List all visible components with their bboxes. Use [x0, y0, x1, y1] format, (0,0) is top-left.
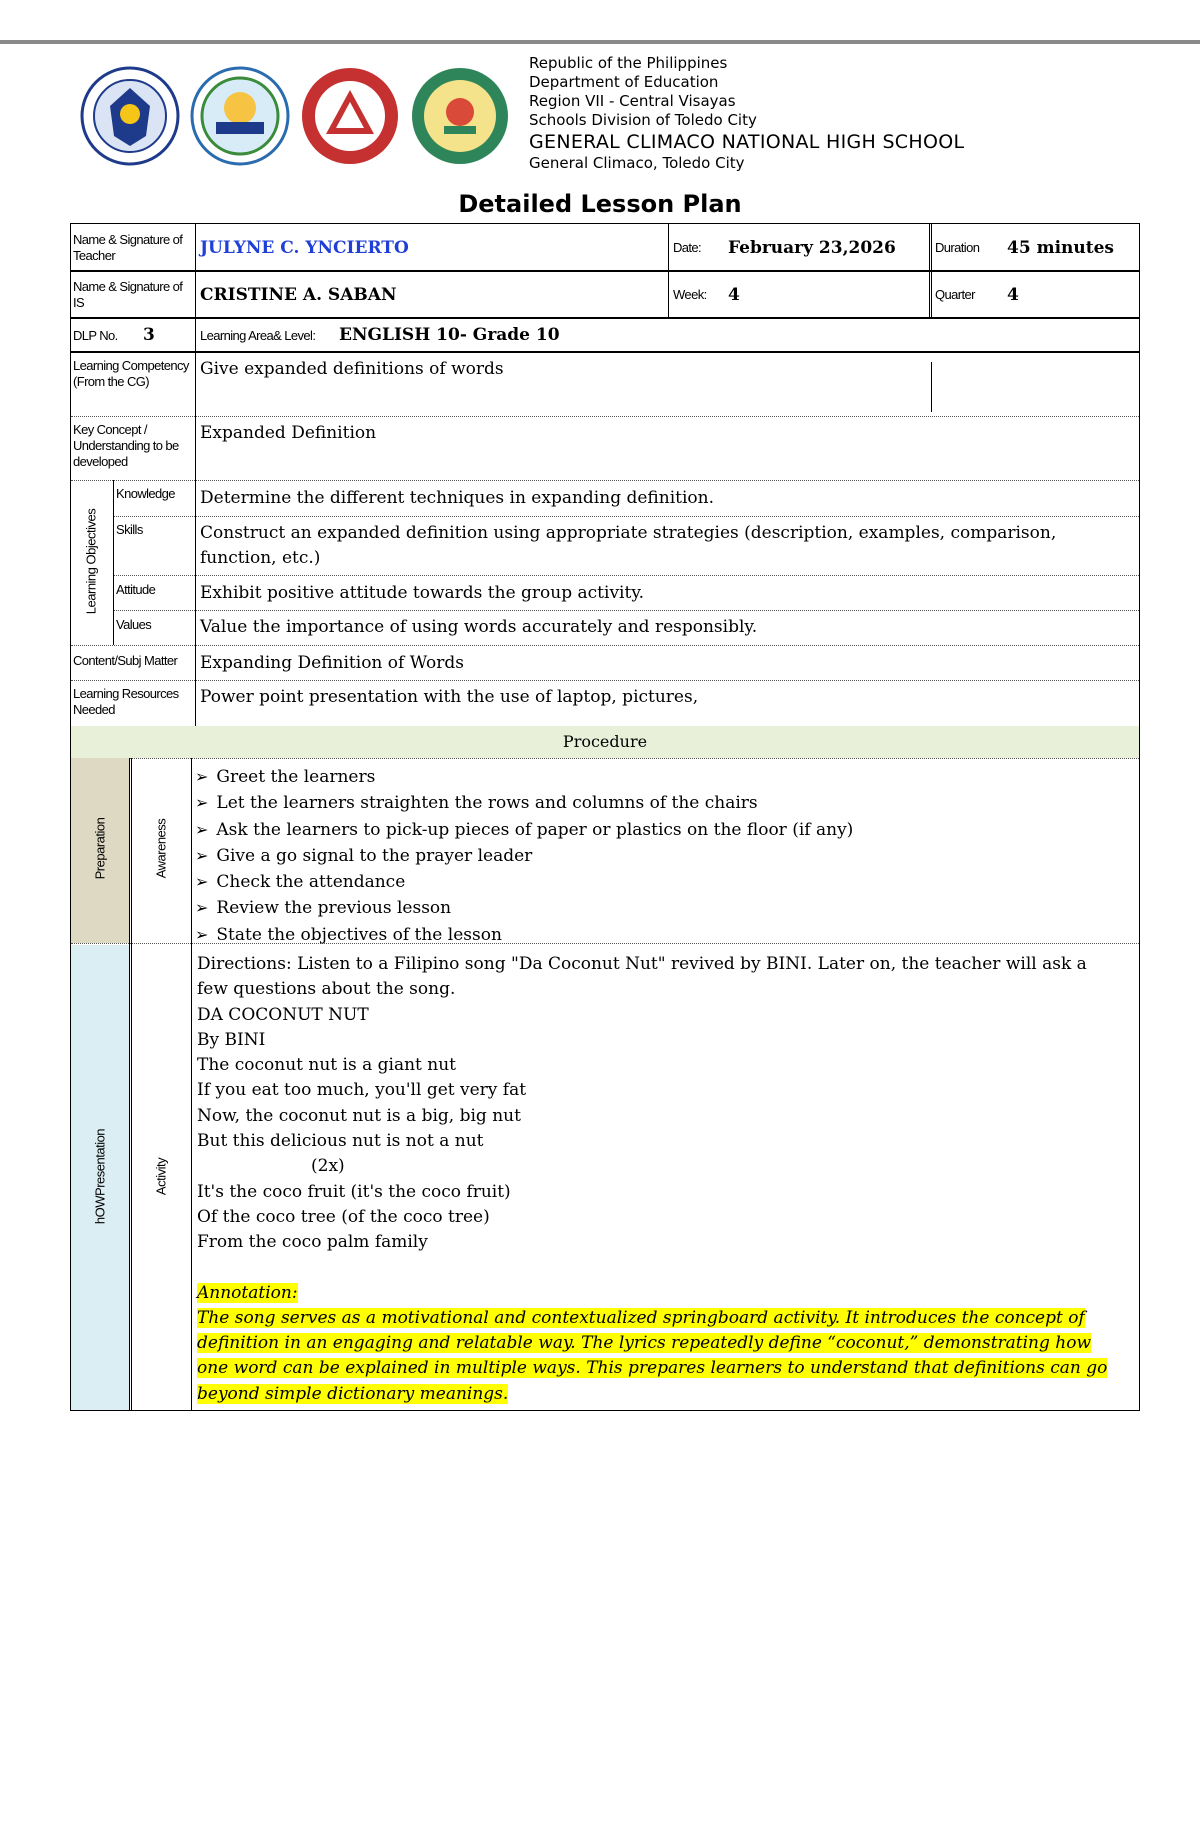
header-text: [529, 54, 964, 173]
is-label: Name & Signature of IS: [73, 279, 183, 310]
date-value: February 23,2026: [728, 238, 896, 258]
learning-objectives-label: Learning Objectives: [83, 508, 99, 615]
deped-region-vii-seal-icon: [190, 66, 290, 166]
school-name: GENERAL CLIMACO NATIONAL HIGH SCHOOL: [529, 131, 965, 153]
song-title: DA COCONUT NUT: [197, 1004, 369, 1025]
skills-value: Construct an expanded definition using appropriate strategies (description, examples, comparison, function, etc.): [200, 523, 1057, 568]
school-address: General Climaco, Toledo City: [529, 154, 745, 172]
page-title: Detailed Lesson Plan: [458, 190, 742, 218]
teacher-name: JULYNE C. YNCIERTO: [200, 238, 409, 258]
skills-label: Skills: [116, 522, 143, 537]
repeat-marker: (2x): [311, 1156, 345, 1177]
lyric-line: Of the coco tree (of the coco tree): [197, 1206, 490, 1227]
lyric-line: But this delicious nut is not a nut: [197, 1131, 484, 1152]
learning-area-label: Learning Area& Level:: [200, 328, 316, 343]
activity-label: Activity: [153, 1157, 169, 1196]
week-value: 4: [728, 285, 740, 305]
dlp-label: DLP No.: [73, 328, 118, 343]
preparation-label: Preparation: [92, 817, 108, 880]
learning-area-value: ENGLISH 10- Grade 10: [339, 325, 560, 345]
key-concept-label: Key Concept / Understanding to be developed: [73, 422, 179, 469]
top-rule: [0, 40, 1200, 44]
duration-value: 45 minutes: [1007, 238, 1114, 258]
header-line: Schools Division of Toledo City: [529, 111, 757, 129]
competency-label: Learning Competency (From the CG): [73, 358, 189, 389]
teacher-label: Name & Signature of Teacher: [73, 232, 183, 263]
header-line: Department of Education: [529, 73, 719, 91]
dlp-value: 3: [143, 325, 155, 345]
is-name: CRISTINE A. SABAN: [200, 285, 397, 305]
knowledge-label: Knowledge: [116, 486, 175, 501]
annotation-line: The song serves as a motivational and contextualized springboard activity. It introduces the concept of: [197, 1307, 1085, 1328]
lyric-line: From the coco palm family: [197, 1232, 428, 1253]
awareness-label: Awareness: [153, 818, 169, 879]
annotation-heading: Annotation:: [197, 1282, 298, 1303]
list-item: ➢ Review the previous lesson: [195, 895, 853, 921]
gcnhs-school-seal-icon: [410, 66, 510, 166]
annotation-line: beyond simple dictionary meanings.: [197, 1383, 509, 1404]
date-label: Date:: [673, 240, 702, 255]
attitude-value: Exhibit positive attitude towards the group activity.: [200, 583, 645, 603]
knowledge-value: Determine the different techniques in expanding definition.: [200, 488, 715, 508]
kagawaran-ng-edukasyon-seal-icon: [80, 66, 180, 166]
quarter-label: Quarter: [935, 287, 975, 302]
lyric-line: The coconut nut is a giant nut: [197, 1055, 457, 1076]
annotation-line: one word can be explained in multiple ways. This prepares learners to understand that definitions can go: [197, 1358, 1108, 1379]
presentation-label: hOWPresentation: [92, 1128, 108, 1225]
lyric-line: If you eat too much, you'll get very fat: [197, 1080, 527, 1101]
content-value: Expanding Definition of Words: [200, 653, 465, 673]
song-artist: By BINI: [197, 1029, 266, 1050]
list-item: ➢ Give a go signal to the prayer leader: [195, 843, 853, 869]
lesson-plan-table: [70, 223, 1140, 1411]
procedure-heading: Procedure: [71, 726, 1139, 758]
values-value: Value the importance of using words accurately and responsibly.: [200, 617, 758, 637]
values-label: Values: [116, 617, 152, 632]
list-item: ➢ Let the learners straighten the rows and columns of the chairs: [195, 790, 853, 816]
list-item: ➢ State the objectives of the lesson: [195, 922, 853, 948]
resources-label: Learning Resources Needed: [73, 686, 179, 717]
list-item: ➢ Greet the learners: [195, 764, 853, 790]
attitude-label: Attitude: [116, 582, 156, 597]
directions-line: few questions about the song.: [197, 979, 456, 1000]
content-label: Content/Subj Matter: [73, 653, 178, 668]
preparation-checklist: [195, 764, 853, 948]
week-label: Week:: [673, 287, 707, 302]
resources-value: Power point presentation with the use of laptop, pictures,: [200, 687, 699, 707]
header-line: Republic of the Philippines: [529, 54, 728, 72]
directions-line: Directions: Listen to a Filipino song "Da Coconut Nut" revived by BINI. Later on, the teacher will ask a: [197, 954, 1087, 974]
lyric-line: Now, the coconut nut is a big, big nut: [197, 1105, 521, 1126]
activity-content: [197, 952, 1137, 1407]
duration-label: Duration: [935, 240, 980, 255]
deped-toledo-city-seal-icon: [300, 66, 400, 166]
list-item: ➢ Ask the learners to pick-up pieces of paper or plastics on the floor (if any): [195, 817, 853, 843]
key-concept-value: Expanded Definition: [200, 423, 377, 443]
lyric-line: It's the coco fruit (it's the coco fruit): [197, 1181, 511, 1202]
header-line: Region VII - Central Visayas: [529, 92, 736, 110]
competency-value: Give expanded definitions of words: [200, 359, 504, 379]
quarter-value: 4: [1007, 285, 1019, 305]
annotation-line: definition in an engaging and relatable way. The lyrics repeatedly define “coconut,” demonstrating how: [197, 1333, 1092, 1354]
list-item: ➢ Check the attendance: [195, 869, 853, 895]
